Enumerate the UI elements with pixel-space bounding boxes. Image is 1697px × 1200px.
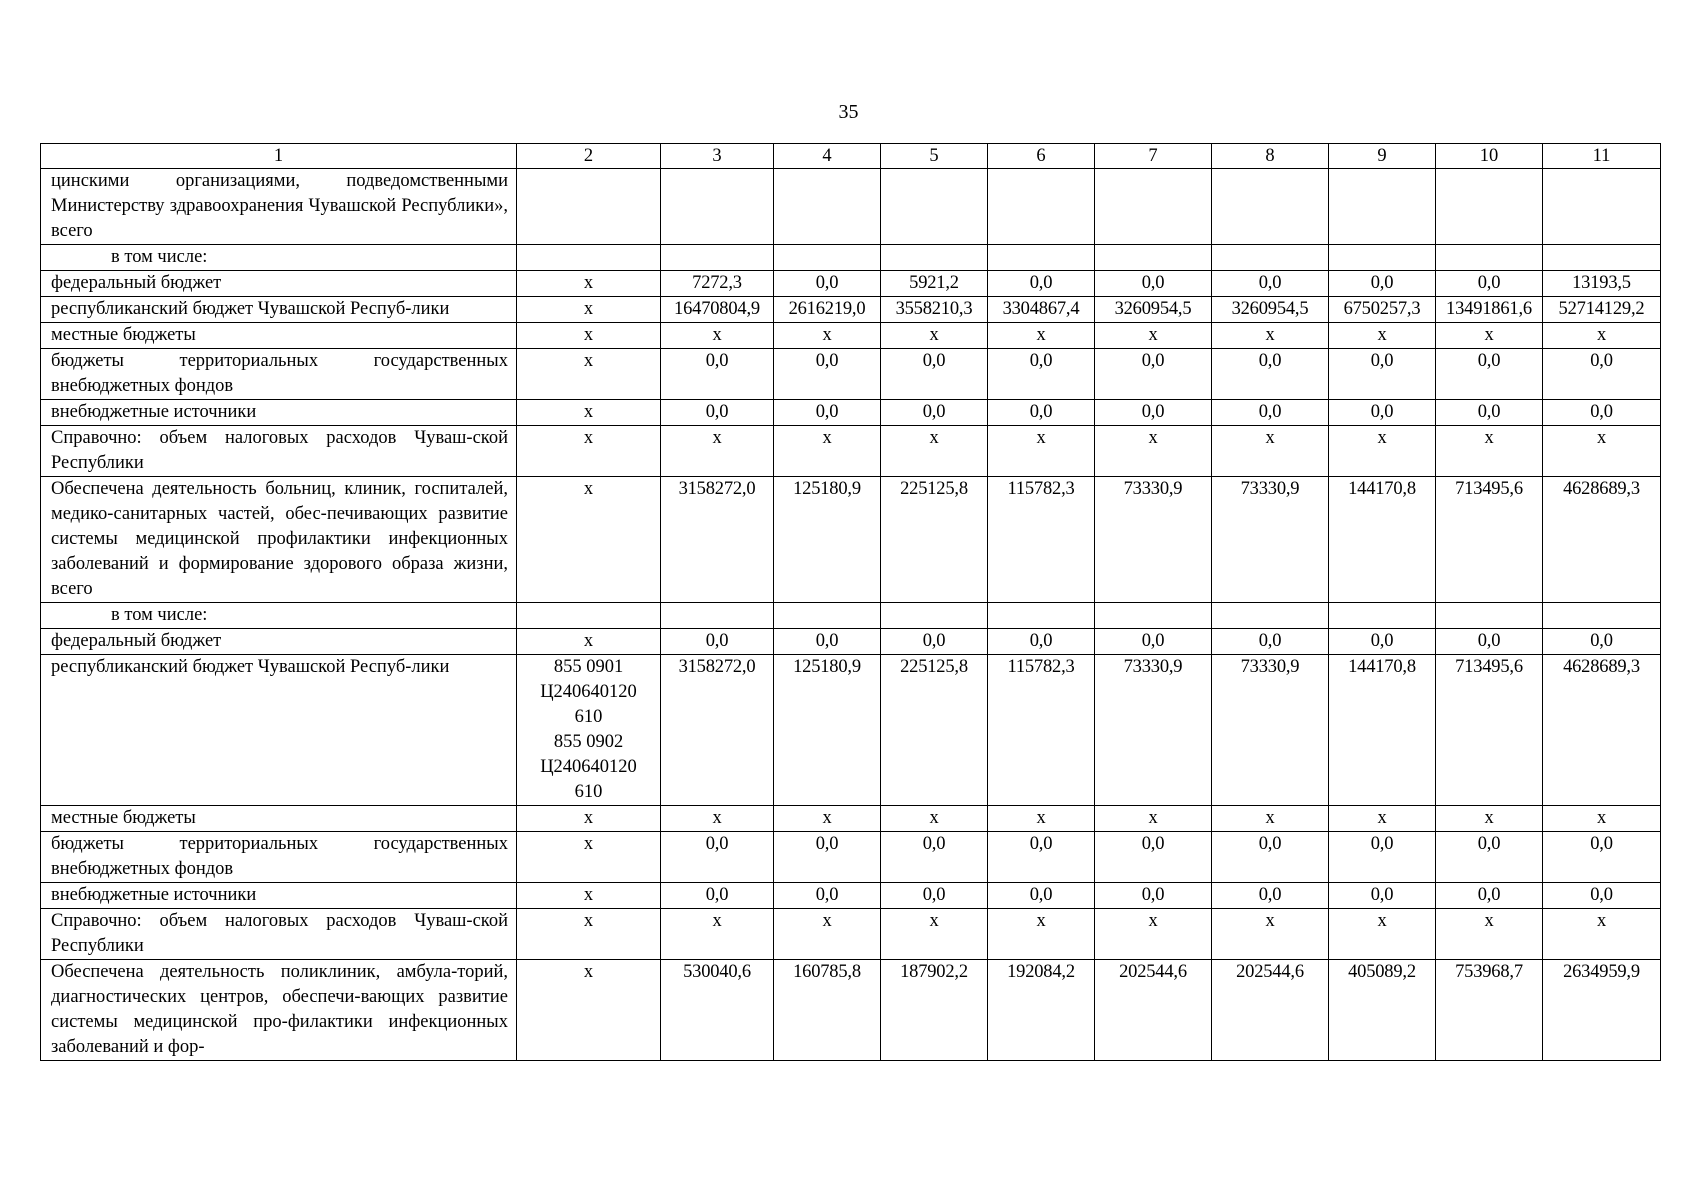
value-cell: х — [881, 323, 988, 349]
row-label: цинскими организациями, подведомственными Министерству здравоохранения Чувашской Республики», всего — [41, 169, 517, 245]
value-cell: 2616219,0 — [774, 297, 881, 323]
value-cell: х — [1543, 909, 1661, 960]
value-cell: 0,0 — [881, 883, 988, 909]
budget-code-line: х — [583, 273, 594, 293]
budget-code-cell — [517, 400, 661, 426]
value-cell: 0,0 — [774, 400, 881, 426]
budget-code-cell — [517, 169, 661, 245]
value-cell: 0,0 — [881, 349, 988, 400]
row-label: Справочно: объем налоговых расходов Чуваш-ской Республики — [41, 426, 517, 477]
value-cell: 0,0 — [1436, 883, 1543, 909]
value-cell: 0,0 — [881, 629, 988, 655]
table-row — [41, 603, 1661, 629]
value-cell: 713495,6 — [1436, 477, 1543, 603]
value-cell: 0,0 — [774, 629, 881, 655]
value-cell: 73330,9 — [1212, 655, 1329, 806]
value-cell: 405089,2 — [1329, 960, 1436, 1061]
table-body — [41, 144, 1661, 1061]
value-cell: х — [1329, 323, 1436, 349]
budget-code-line: х — [583, 351, 594, 371]
budget-code-line: 855 0902 — [553, 732, 624, 752]
value-cell: х — [1436, 806, 1543, 832]
value-cell — [1095, 245, 1212, 271]
budget-code-line: х — [583, 885, 594, 905]
value-cell: 144170,8 — [1329, 655, 1436, 806]
value-cell — [1436, 603, 1543, 629]
row-label: в том числе: — [41, 245, 517, 271]
value-cell: 753968,7 — [1436, 960, 1543, 1061]
value-cell: х — [1329, 426, 1436, 477]
value-cell: х — [774, 323, 881, 349]
value-cell: 0,0 — [661, 883, 774, 909]
value-cell: 0,0 — [1436, 271, 1543, 297]
value-cell: х — [1212, 909, 1329, 960]
value-cell: 4628689,3 — [1543, 655, 1661, 806]
value-cell: 125180,9 — [774, 655, 881, 806]
value-cell: х — [1095, 806, 1212, 832]
value-cell — [1436, 245, 1543, 271]
column-header: 7 — [1095, 144, 1212, 169]
value-cell: 0,0 — [1095, 349, 1212, 400]
table-row — [41, 655, 1661, 806]
value-cell — [881, 245, 988, 271]
value-cell: 5921,2 — [881, 271, 988, 297]
value-cell: 0,0 — [1212, 349, 1329, 400]
value-cell: х — [1329, 806, 1436, 832]
table-row — [41, 400, 1661, 426]
value-cell: 0,0 — [1436, 400, 1543, 426]
value-cell: 0,0 — [1095, 271, 1212, 297]
value-cell: 0,0 — [881, 400, 988, 426]
value-cell: 3158272,0 — [661, 655, 774, 806]
value-cell: х — [1095, 909, 1212, 960]
row-label: внебюджетные источники — [41, 400, 517, 426]
value-cell: 0,0 — [988, 832, 1095, 883]
value-cell: х — [661, 323, 774, 349]
value-cell — [881, 169, 988, 245]
table-row — [41, 832, 1661, 883]
value-cell: 0,0 — [1543, 832, 1661, 883]
row-label: федеральный бюджет — [41, 271, 517, 297]
value-cell: 0,0 — [1543, 400, 1661, 426]
table-row — [41, 909, 1661, 960]
table-row — [41, 426, 1661, 477]
row-label: в том числе: — [41, 603, 517, 629]
budget-code-line: 855 0901 — [553, 657, 624, 677]
budget-code-cell — [517, 603, 661, 629]
column-header: 1 — [41, 144, 517, 169]
table-row — [41, 349, 1661, 400]
value-cell — [1212, 603, 1329, 629]
row-label: бюджеты территориальных государственных внебюджетных фондов — [41, 349, 517, 400]
budget-code-cell — [517, 806, 661, 832]
value-cell — [1543, 169, 1661, 245]
row-label: бюджеты территориальных государственных внебюджетных фондов — [41, 832, 517, 883]
value-cell — [1329, 603, 1436, 629]
value-cell: 0,0 — [1329, 883, 1436, 909]
value-cell — [1095, 603, 1212, 629]
row-label: местные бюджеты — [41, 323, 517, 349]
value-cell: 115782,3 — [988, 655, 1095, 806]
value-cell: х — [1543, 323, 1661, 349]
value-cell: 0,0 — [1095, 400, 1212, 426]
value-cell — [1329, 245, 1436, 271]
value-cell: х — [1436, 323, 1543, 349]
value-cell — [988, 603, 1095, 629]
budget-code-cell — [517, 960, 661, 1061]
value-cell: 0,0 — [1329, 629, 1436, 655]
budget-code-cell — [517, 629, 661, 655]
column-header: 6 — [988, 144, 1095, 169]
value-cell: 187902,2 — [881, 960, 988, 1061]
value-cell: 0,0 — [988, 400, 1095, 426]
budget-code-line: Ц240640120 — [540, 682, 637, 702]
budget-code-cell — [517, 245, 661, 271]
table-row — [41, 806, 1661, 832]
value-cell: 713495,6 — [1436, 655, 1543, 806]
value-cell: 0,0 — [661, 832, 774, 883]
value-cell: 4628689,3 — [1543, 477, 1661, 603]
value-cell: х — [1543, 806, 1661, 832]
value-cell — [774, 245, 881, 271]
value-cell: х — [881, 909, 988, 960]
value-cell: х — [661, 426, 774, 477]
value-cell — [774, 603, 881, 629]
value-cell: 13491861,6 — [1436, 297, 1543, 323]
value-cell: 0,0 — [1212, 271, 1329, 297]
column-header: 11 — [1543, 144, 1661, 169]
budget-code-cell — [517, 271, 661, 297]
value-cell: 115782,3 — [988, 477, 1095, 603]
value-cell: 0,0 — [1212, 832, 1329, 883]
value-cell — [1212, 245, 1329, 271]
value-cell — [1329, 169, 1436, 245]
budget-code-cell — [517, 349, 661, 400]
value-cell: 0,0 — [1543, 883, 1661, 909]
table-row — [41, 960, 1661, 1061]
row-label: Справочно: объем налоговых расходов Чуваш-ской Республики — [41, 909, 517, 960]
value-cell: 0,0 — [1212, 400, 1329, 426]
budget-code-cell — [517, 323, 661, 349]
value-cell: х — [988, 323, 1095, 349]
value-cell: 0,0 — [774, 271, 881, 297]
value-cell: 73330,9 — [1095, 655, 1212, 806]
budget-code-line: х — [583, 911, 594, 931]
value-cell — [988, 245, 1095, 271]
value-cell: 202544,6 — [1212, 960, 1329, 1061]
column-header: 3 — [661, 144, 774, 169]
value-cell: 530040,6 — [661, 960, 774, 1061]
value-cell: 0,0 — [1543, 349, 1661, 400]
budget-code-cell — [517, 426, 661, 477]
value-cell — [881, 603, 988, 629]
value-cell: х — [1095, 323, 1212, 349]
value-cell: 160785,8 — [774, 960, 881, 1061]
budget-code-line: х — [583, 834, 594, 854]
value-cell — [1543, 245, 1661, 271]
table-row — [41, 629, 1661, 655]
value-cell: 0,0 — [988, 629, 1095, 655]
value-cell: 0,0 — [1329, 400, 1436, 426]
value-cell: х — [1436, 909, 1543, 960]
value-cell: 0,0 — [774, 349, 881, 400]
value-cell: х — [1095, 426, 1212, 477]
page-number: 35 — [838, 101, 859, 123]
value-cell: 125180,9 — [774, 477, 881, 603]
table-row — [41, 271, 1661, 297]
table-row — [41, 323, 1661, 349]
value-cell: х — [1543, 426, 1661, 477]
budget-code-cell — [517, 477, 661, 603]
value-cell: 0,0 — [881, 832, 988, 883]
value-cell — [1095, 169, 1212, 245]
row-label: местные бюджеты — [41, 806, 517, 832]
value-cell: х — [1212, 426, 1329, 477]
value-cell: 52714129,2 — [1543, 297, 1661, 323]
column-header: 5 — [881, 144, 988, 169]
table-row — [41, 297, 1661, 323]
header-row — [41, 144, 1661, 169]
table-row — [41, 245, 1661, 271]
value-cell: 3158272,0 — [661, 477, 774, 603]
value-cell: х — [988, 909, 1095, 960]
value-cell: 0,0 — [661, 629, 774, 655]
column-header: 4 — [774, 144, 881, 169]
value-cell — [661, 245, 774, 271]
value-cell: 0,0 — [1212, 629, 1329, 655]
budget-code-cell — [517, 909, 661, 960]
value-cell: 0,0 — [661, 349, 774, 400]
value-cell — [1212, 169, 1329, 245]
value-cell: х — [774, 806, 881, 832]
budget-table — [40, 143, 1661, 1061]
budget-code-line: х — [583, 325, 594, 345]
column-header: 2 — [517, 144, 661, 169]
value-cell: 3558210,3 — [881, 297, 988, 323]
value-cell: 0,0 — [1543, 629, 1661, 655]
value-cell: 0,0 — [1436, 832, 1543, 883]
row-label: Обеспечена деятельность больниц, клиник, госпиталей, медико-санитарных частей, обес-печивающих развитие системы медицинской профилактики инфекционных заболеваний и формирование здорового образа жизни, всего — [41, 477, 517, 603]
value-cell: х — [1212, 806, 1329, 832]
budget-code-cell — [517, 655, 661, 806]
value-cell: 0,0 — [1095, 629, 1212, 655]
value-cell: 225125,8 — [881, 655, 988, 806]
value-cell: 6750257,3 — [1329, 297, 1436, 323]
budget-code-line: х — [583, 479, 594, 499]
value-cell — [774, 169, 881, 245]
value-cell: 3304867,4 — [988, 297, 1095, 323]
budget-code-line: х — [583, 808, 594, 828]
row-label: республиканский бюджет Чувашской Респуб-лики — [41, 655, 517, 806]
value-cell: х — [1329, 909, 1436, 960]
value-cell: х — [774, 909, 881, 960]
value-cell: 0,0 — [774, 883, 881, 909]
value-cell: 0,0 — [1329, 349, 1436, 400]
value-cell: 0,0 — [1436, 349, 1543, 400]
value-cell: 0,0 — [1095, 883, 1212, 909]
value-cell: 0,0 — [988, 349, 1095, 400]
value-cell: 225125,8 — [881, 477, 988, 603]
table-row — [41, 477, 1661, 603]
value-cell: 2634959,9 — [1543, 960, 1661, 1061]
value-cell: х — [988, 806, 1095, 832]
value-cell — [1436, 169, 1543, 245]
row-label: федеральный бюджет — [41, 629, 517, 655]
value-cell: х — [774, 426, 881, 477]
value-cell: х — [661, 806, 774, 832]
table-row — [41, 883, 1661, 909]
value-cell: 3260954,5 — [1212, 297, 1329, 323]
row-label: республиканский бюджет Чувашской Респуб-лики — [41, 297, 517, 323]
value-cell: 0,0 — [1436, 629, 1543, 655]
row-label: Обеспечена деятельность поликлиник, амбула-торий, диагностических центров, обеспечи-вающих развитие системы медицинской про-филактики инфекционных заболеваний и фор- — [41, 960, 517, 1061]
value-cell: х — [881, 426, 988, 477]
value-cell — [988, 169, 1095, 245]
budget-code-line: х — [583, 299, 594, 319]
table-row — [41, 169, 1661, 245]
value-cell: 0,0 — [774, 832, 881, 883]
budget-code-line: х — [583, 402, 594, 422]
value-cell: 202544,6 — [1095, 960, 1212, 1061]
column-header: 9 — [1329, 144, 1436, 169]
value-cell: 0,0 — [661, 400, 774, 426]
budget-code-line: х — [583, 962, 594, 982]
value-cell: 13193,5 — [1543, 271, 1661, 297]
value-cell: 0,0 — [1329, 271, 1436, 297]
budget-code-line: 610 — [574, 782, 603, 802]
value-cell: 0,0 — [988, 883, 1095, 909]
budget-code-cell — [517, 832, 661, 883]
budget-code-line: Ц240640120 — [540, 757, 637, 777]
budget-code-cell — [517, 297, 661, 323]
value-cell — [661, 169, 774, 245]
value-cell: 0,0 — [1212, 883, 1329, 909]
value-cell: 7272,3 — [661, 271, 774, 297]
value-cell: 73330,9 — [1212, 477, 1329, 603]
column-header: 10 — [1436, 144, 1543, 169]
budget-code-line: х — [583, 428, 594, 448]
value-cell: х — [881, 806, 988, 832]
value-cell: 16470804,9 — [661, 297, 774, 323]
budget-code-cell — [517, 883, 661, 909]
value-cell: х — [661, 909, 774, 960]
value-cell — [1543, 603, 1661, 629]
value-cell: 73330,9 — [1095, 477, 1212, 603]
row-label: внебюджетные источники — [41, 883, 517, 909]
value-cell: 144170,8 — [1329, 477, 1436, 603]
value-cell: 0,0 — [1329, 832, 1436, 883]
value-cell: х — [1212, 323, 1329, 349]
value-cell: х — [988, 426, 1095, 477]
value-cell: 0,0 — [988, 271, 1095, 297]
value-cell: 0,0 — [1095, 832, 1212, 883]
value-cell — [661, 603, 774, 629]
column-header: 8 — [1212, 144, 1329, 169]
value-cell: 192084,2 — [988, 960, 1095, 1061]
budget-code-line: 610 — [574, 707, 603, 727]
value-cell: 3260954,5 — [1095, 297, 1212, 323]
value-cell: х — [1436, 426, 1543, 477]
budget-code-line: х — [583, 631, 594, 651]
